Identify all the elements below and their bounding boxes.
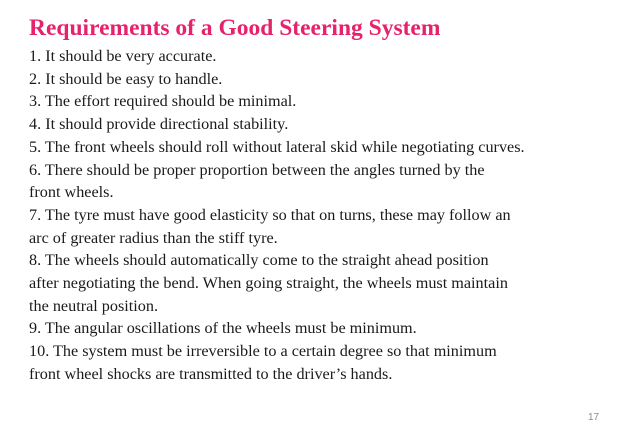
list-line: 9. The angular oscillations of the wheels must be minimum. bbox=[29, 319, 417, 338]
list-line: 2. It should be easy to handle. bbox=[29, 69, 223, 88]
list-line: 4. It should provide directional stability. bbox=[29, 115, 289, 134]
list-line: 6. There should be proper proportion between the angles turned by the bbox=[29, 160, 485, 179]
page-number: 17 bbox=[588, 412, 600, 423]
list-line: 10. The system must be irreversible to a certain degree so that minimum bbox=[29, 342, 497, 361]
slide-title: Requirements of a Good Steering System bbox=[29, 15, 441, 41]
list-line: front wheels. bbox=[29, 183, 114, 202]
list-line: arc of greater radius than the stiff tyre. bbox=[29, 228, 278, 247]
list-line: 8. The wheels should automatically come to the straight ahead position bbox=[29, 251, 489, 270]
list-line: after negotiating the bend. When going straight, the wheels must maintain bbox=[29, 274, 508, 293]
list-line: 3. The effort required should be minimal. bbox=[29, 92, 297, 111]
list-line: 1. It should be very accurate. bbox=[29, 47, 217, 65]
requirements-list bbox=[29, 45, 629, 386]
list-line: 7. The tyre must have good elasticity so that on turns, these may follow an bbox=[29, 205, 511, 224]
list-line: 5. The front wheels should roll without lateral skid while negotiating curves. bbox=[29, 137, 525, 156]
list-line: front wheel shocks are transmitted to the driver’s hands. bbox=[29, 364, 393, 383]
list-line: the neutral position. bbox=[29, 296, 159, 315]
